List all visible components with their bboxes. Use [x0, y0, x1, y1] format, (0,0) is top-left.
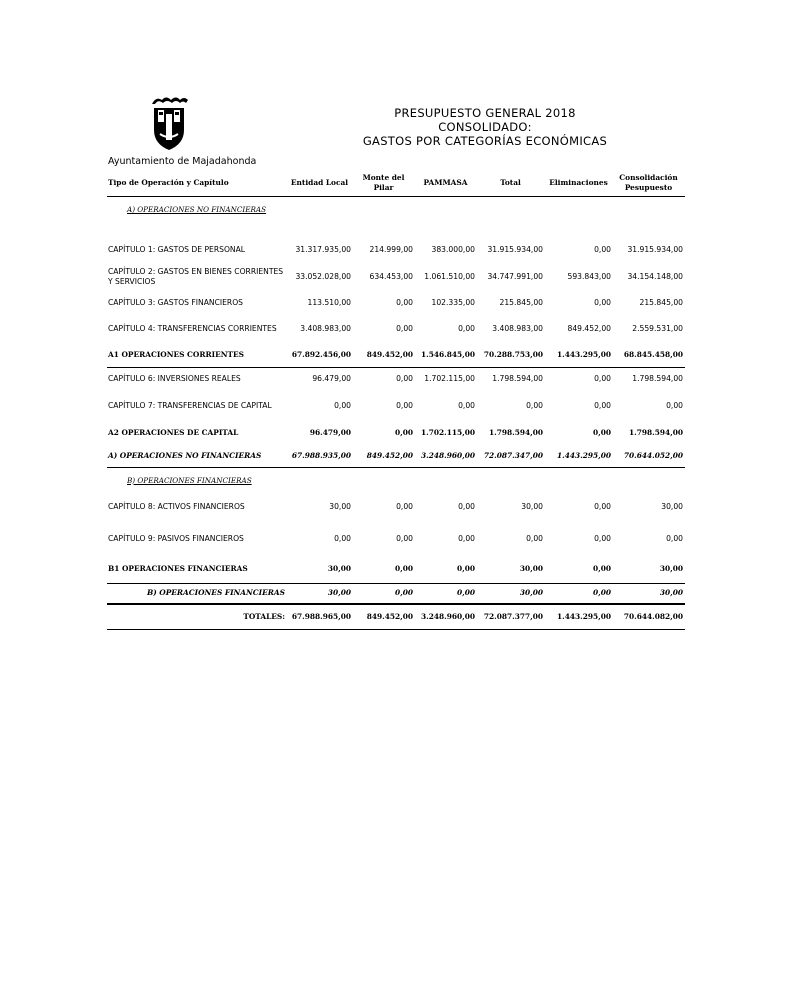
title-line-3: GASTOS POR CATEGORÍAS ECONÓMICAS [362, 134, 608, 148]
majadahonda-logo [146, 94, 192, 152]
cell-value: 0,00 [594, 533, 611, 543]
cell-value: 849.452,00 [567, 324, 611, 333]
cell-value: 70.644.052,00 [613, 445, 685, 467]
cell-value: 67.988.935,00 [287, 445, 353, 467]
cell-value: 30,00 [661, 501, 683, 511]
cell-value: 30,00 [613, 556, 685, 584]
table-row [107, 367, 685, 391]
cell-value: 0,00 [458, 401, 475, 410]
row-label: B) OPERACIONES FINANCIERAS [146, 588, 285, 598]
col-header-pammasa: PAMMASA [415, 170, 477, 197]
section-row [107, 467, 685, 494]
cell-value: 0,00 [394, 428, 413, 437]
cell-value: 1.702.115,00 [424, 374, 475, 384]
table-row [107, 315, 685, 343]
cell-value: 1.798.594,00 [628, 428, 683, 437]
cell-value: 0,00 [526, 401, 543, 410]
cell-value: 96.479,00 [309, 428, 351, 437]
budget-table [107, 170, 685, 630]
row-label: CAPÍTULO 3: GASTOS FINANCIEROS [108, 298, 243, 307]
row-label: CAPÍTULO 1: GASTOS DE PERSONAL [108, 245, 246, 254]
cell-value: 0,00 [666, 533, 683, 543]
cell-value: 30,00 [519, 588, 543, 598]
table-row [107, 391, 685, 421]
cell-value: 67.892.456,00 [287, 343, 353, 367]
cell-value: 0,00 [334, 533, 351, 543]
cell-value: 30,00 [659, 588, 683, 598]
col-header-total: Total [477, 170, 545, 197]
cell-value: 0,00 [396, 298, 413, 307]
cell-value: 0,00 [594, 401, 611, 410]
cell-value: 33.052.028,00 [295, 272, 351, 281]
cell-value: 3.408.983,00 [492, 324, 543, 333]
row-label: CAPÍTULO 4: TRANSFERENCIAS CORRIENTES [108, 324, 277, 333]
totals-row [107, 604, 685, 630]
cell-value: 3.248.960,00 [415, 445, 477, 467]
row-label: B1 OPERACIONES FINANCIERAS [107, 556, 287, 584]
cell-value: 214.999,00 [369, 245, 413, 254]
cell-value: 634.453,00 [369, 272, 413, 281]
cell-value: 0,00 [458, 533, 475, 543]
cell-value: 1.443.295,00 [545, 343, 613, 367]
cell-value: 34.747.991,00 [487, 272, 543, 281]
table-row [107, 263, 685, 291]
row-label: A2 OPERACIONES DE CAPITAL [108, 428, 239, 437]
cell-value: 0,00 [545, 556, 613, 584]
cell-value: 1.798.594,00 [632, 374, 683, 384]
cell-value: 70.288.753,00 [477, 343, 545, 367]
cell-value: 30,00 [329, 501, 351, 511]
cell-value: 67.988.965,00 [287, 604, 353, 630]
row-label: CAPÍTULO 7: TRANSFERENCIAS DE CAPITAL [108, 401, 272, 410]
cell-value: 0,00 [594, 374, 611, 384]
col-header-monte-del-pilar: Monte del Pilar [353, 170, 415, 197]
col-header-eliminaciones: Eliminaciones [545, 170, 613, 197]
row-label: A) OPERACIONES NO FINANCIERAS [107, 445, 287, 467]
cell-value: 30,00 [327, 588, 351, 598]
cell-value: 1.061.510,00 [424, 272, 475, 281]
page-title [330, 106, 640, 148]
cell-value: 0,00 [456, 588, 475, 598]
cell-value: 849.452,00 [353, 445, 415, 467]
cell-value: 215.845,00 [639, 298, 683, 307]
subtotal-row [107, 421, 685, 445]
cell-value: 1.702.115,00 [420, 428, 475, 437]
cell-value: 3.248.960,00 [415, 604, 477, 630]
cell-value: 0,00 [592, 588, 611, 598]
cell-value: 1.546.845,00 [415, 343, 477, 367]
table-header-row [107, 170, 685, 197]
row-label: CAPÍTULO 6: INVERSIONES REALES [108, 374, 241, 384]
cell-value: 68.845.458,00 [613, 343, 685, 367]
table-row [107, 237, 685, 263]
cell-value: 0,00 [594, 245, 611, 254]
cell-value: 0,00 [666, 401, 683, 410]
cell-value: 0,00 [458, 501, 475, 511]
col-header-tipo: Tipo de Operación y Capítulo [107, 170, 287, 197]
cell-value: 31.915.934,00 [627, 245, 683, 254]
table-row [107, 526, 685, 552]
cell-value: 0,00 [415, 556, 477, 584]
cell-value: 215.845,00 [499, 298, 543, 307]
cell-value: 0,00 [592, 428, 611, 437]
cell-value: 34.154.148,00 [627, 272, 683, 281]
row-label: CAPÍTULO 8: ACTIVOS FINANCIEROS [108, 501, 245, 511]
cell-value: 0,00 [594, 501, 611, 511]
cell-value: 1.443.295,00 [545, 445, 613, 467]
cell-value: 0,00 [526, 533, 543, 543]
title-line-2: CONSOLIDADO: [438, 120, 532, 134]
cell-value: 0,00 [334, 401, 351, 410]
cell-value: 0,00 [396, 374, 413, 384]
section-label: B) OPERACIONES FINANCIERAS [127, 475, 252, 485]
cell-value: 1.443.295,00 [545, 604, 613, 630]
totals-label: TOTALES: [107, 604, 287, 630]
cell-value: 30,00 [287, 556, 353, 584]
cell-value: 0,00 [396, 324, 413, 333]
cell-value: 0,00 [594, 298, 611, 307]
cell-value: 30,00 [477, 556, 545, 584]
cell-value: 0,00 [396, 533, 413, 543]
cell-value: 2.559.531,00 [632, 324, 683, 333]
cell-value: 0,00 [458, 324, 475, 333]
table-row [107, 494, 685, 520]
table-row [107, 291, 685, 315]
cell-value: 0,00 [353, 556, 415, 584]
row-label: A1 OPERACIONES CORRIENTES [107, 343, 287, 367]
cell-value: 30,00 [521, 501, 543, 511]
cell-value: 72.087.377,00 [477, 604, 545, 630]
cell-value: 849.452,00 [353, 343, 415, 367]
cell-value: 102.335,00 [431, 298, 475, 307]
entity-name: Ayuntamiento de Majadahonda [108, 156, 257, 167]
cell-value: 1.798.594,00 [488, 428, 543, 437]
cell-value: 96.479,00 [312, 374, 351, 384]
subtotal-row [107, 343, 685, 367]
subtotal-row [107, 556, 685, 584]
cell-value: 849.452,00 [353, 604, 415, 630]
row-label: CAPÍTULO 2: GASTOS EN BIENES CORRIENTES Y SERVICIOS [108, 267, 284, 286]
cell-value: 1.798.594,00 [492, 374, 543, 384]
cell-value: 113.510,00 [307, 298, 351, 307]
cell-value: 31.915.934,00 [487, 245, 543, 254]
col-header-consolidacion: Consolidación Pesupuesto [613, 170, 685, 197]
section-label: A) OPERACIONES NO FINANCIERAS [127, 205, 267, 214]
section-total-row [107, 445, 685, 467]
cell-value: 31.317.935,00 [295, 245, 351, 254]
cell-value: 70.644.082,00 [613, 604, 685, 630]
cell-value: 593.843,00 [567, 272, 611, 281]
cell-value: 383.000,00 [431, 245, 475, 254]
cell-value: 0,00 [396, 501, 413, 511]
col-header-entidad-local: Entidad Local [287, 170, 353, 197]
section-row [107, 197, 685, 224]
cell-value: 0,00 [394, 588, 413, 598]
cell-value: 3.408.983,00 [300, 324, 351, 333]
title-line-1: PRESUPUESTO GENERAL 2018 [394, 106, 576, 120]
section-total-row [107, 584, 685, 604]
cell-value: 0,00 [396, 401, 413, 410]
row-label: CAPÍTULO 9: PASIVOS FINANCIEROS [108, 533, 244, 543]
cell-value: 72.087.347,00 [477, 445, 545, 467]
